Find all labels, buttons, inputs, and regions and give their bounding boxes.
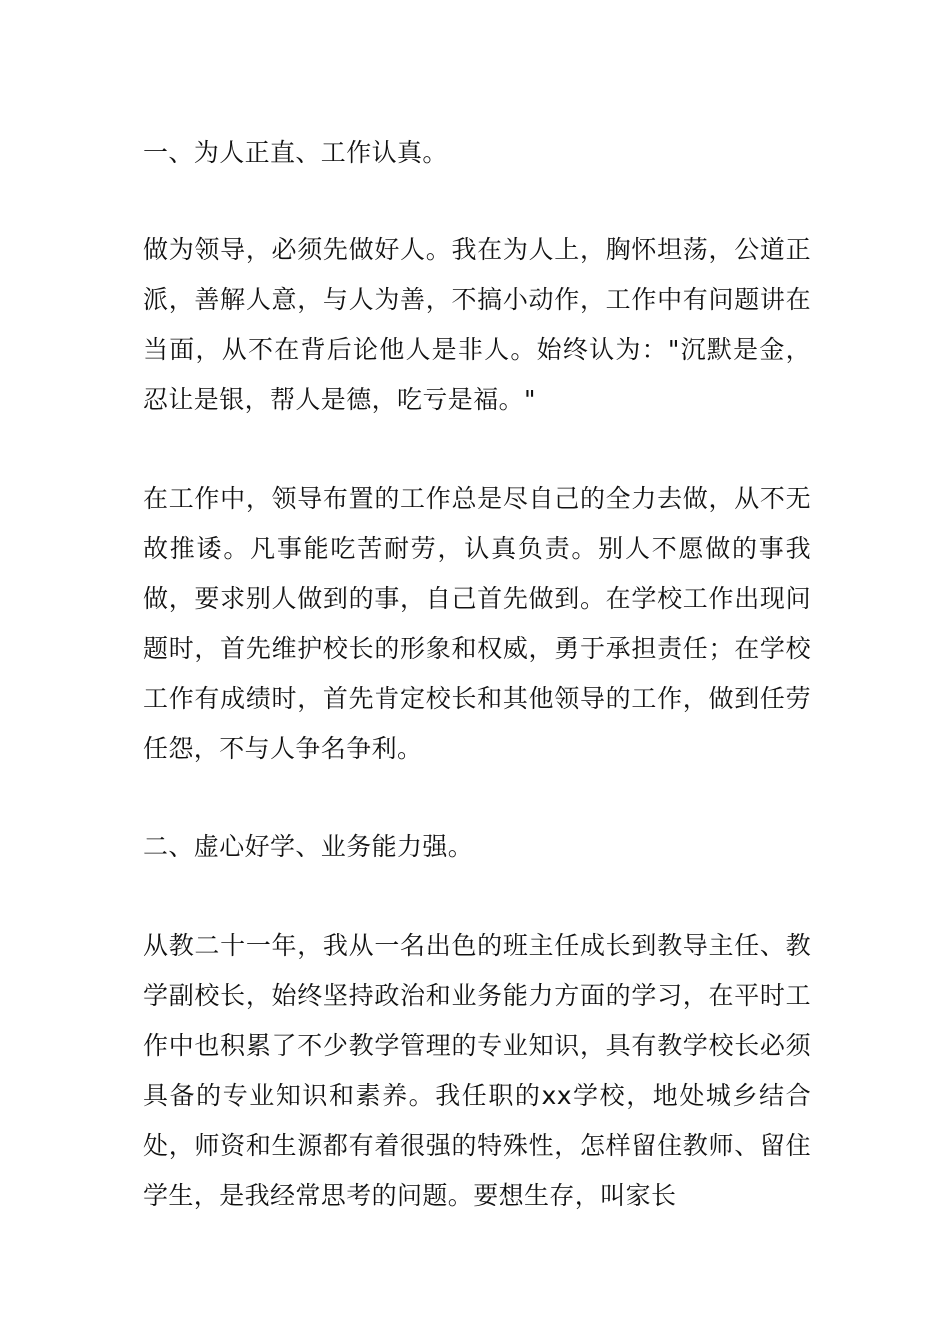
section-heading: 一、为人正直、工作认真。 — [143, 138, 448, 167]
paragraph: 做为领导，必须先做好人。我在为人上，胸怀坦荡，公道正派，善解人意，与人为善，不搞小动作，工作中有问题讲在当面，从不在背后论他人是非人。始终认为："沉默是金，忍让是银，帮人是德，吃亏是福。" — [143, 235, 811, 414]
paragraph: 从教二十一年，我从一名出色的班主任成长到教导主任、教学副校长，始终坚持政治和业务能力方面的学习，在平时工作中也积累了不少教学管理的专业知识，具有教学校长必须具备的专业知识和素养。我任职的xx学校，地处城乡结合处，师资和生源都有着很强的特殊性，怎样留住教师、留住学生，是我经常思考的问题。要想生存，叫家长 — [143, 931, 811, 1210]
section-heading: 二、虚心好学、业务能力强。 — [143, 832, 474, 861]
paragraph: 在工作中，领导布置的工作总是尽自己的全力去做，从不无故推诿。凡事能吃苦耐劳，认真负责。别人不愿做的事我做，要求别人做到的事，自己首先做到。在学校工作出现问题时，首先维护校长的形象和权威，勇于承担责任；在学校工作有成绩时，首先肯定校长和其他领导的工作，做到任劳任怨，不与人争名争利。 — [143, 484, 811, 763]
